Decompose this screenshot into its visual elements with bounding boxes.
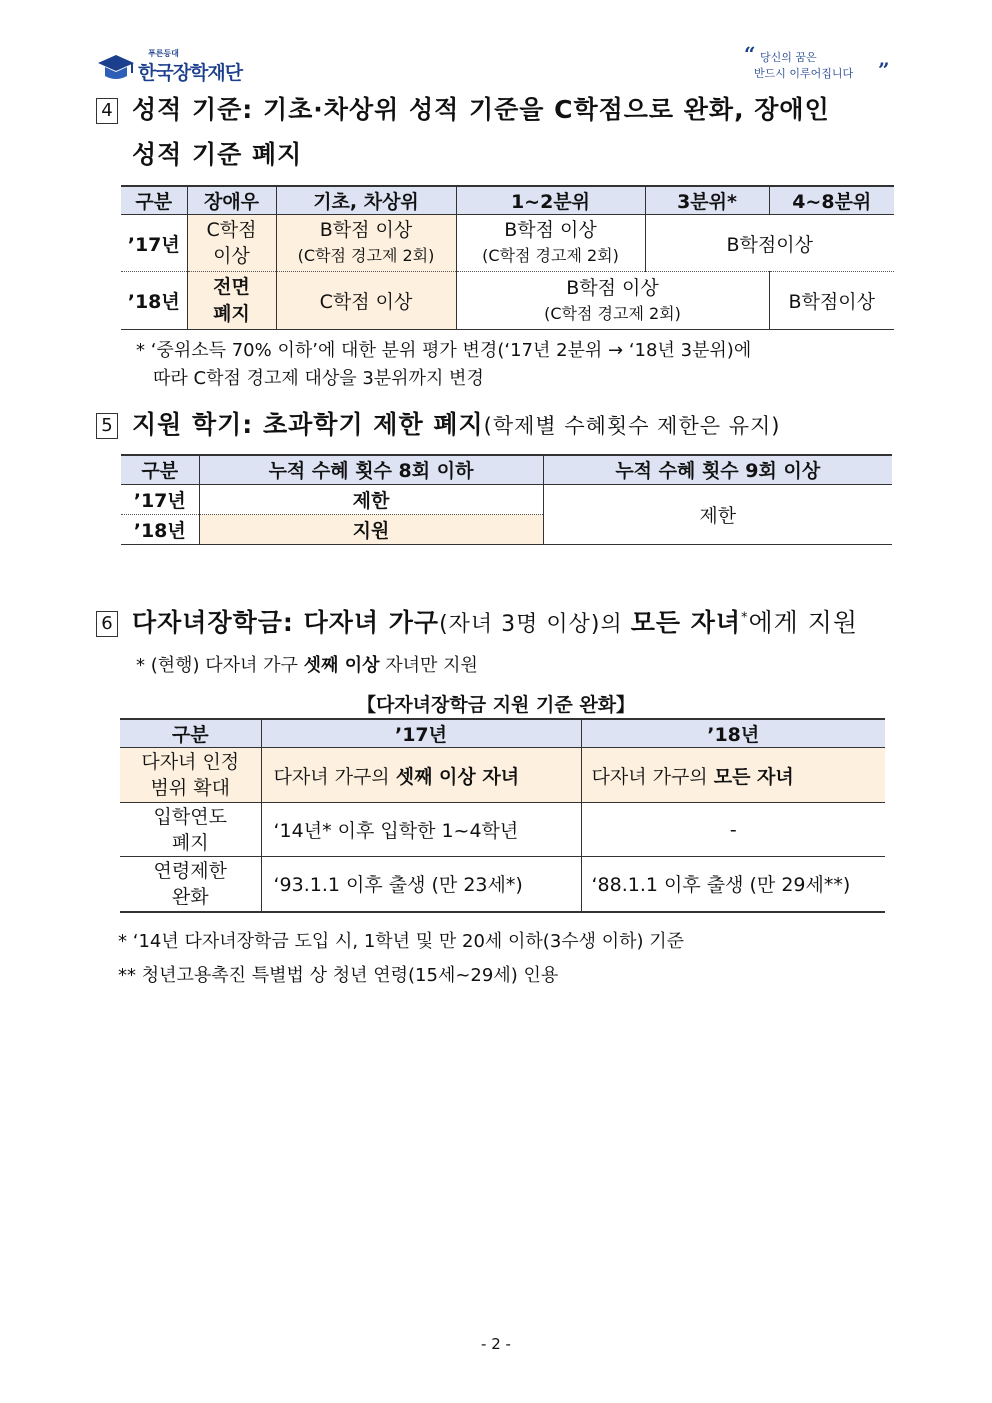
row-label: ’18년 bbox=[121, 272, 187, 330]
section5-title-bold: 지원 학기: 초과학기 제한 폐지 bbox=[132, 410, 484, 439]
close-quote: ” bbox=[878, 58, 890, 82]
section6-footnote2: ** 청년고용촉진 특별법 상 청년 연령(15세~29세) 인용 bbox=[118, 965, 559, 986]
cell-17 bbox=[261, 748, 581, 803]
logo-subtitle: 푸른등대 bbox=[148, 49, 179, 58]
section4-title-part1: 성적 기준: 기초·차상위 성적 기준을 C학점으로 bbox=[132, 95, 684, 124]
cell-text: 전면 bbox=[213, 275, 250, 298]
cell-18 bbox=[581, 748, 885, 803]
header-cell: 구분 bbox=[121, 186, 187, 215]
foundation-logo bbox=[96, 48, 256, 84]
slogan-line1: 당신의 꿈은 bbox=[760, 51, 817, 64]
section-number-box: 4 bbox=[96, 98, 118, 124]
slogan-line2: 반드시 이루어집니다 bbox=[754, 67, 854, 80]
table-header-row bbox=[121, 186, 894, 215]
semester-table bbox=[121, 454, 892, 545]
header-cell: 장애우 bbox=[187, 186, 276, 215]
limit-cell-merged: 제한 bbox=[543, 484, 892, 544]
section4-note-line1: * ‘중위소득 70% 이하’에 대한 분위 평가 변경(‘17년 2분위 → ‘18년 3분위)에 bbox=[136, 340, 752, 361]
cell-text: C학점 bbox=[206, 219, 257, 241]
page-number: - 2 - bbox=[481, 1335, 511, 1353]
section6-title-part3: 모든 자녀 bbox=[630, 608, 742, 637]
cell-text-bold: 모든 자녀 bbox=[713, 765, 794, 788]
section6-heading bbox=[96, 603, 858, 639]
table-row bbox=[120, 748, 885, 803]
header-cell: 기초, 차상위 bbox=[276, 186, 456, 215]
row-label bbox=[120, 857, 261, 912]
tier1-3-cell bbox=[456, 272, 769, 330]
cell-text: 범위 확대 bbox=[150, 777, 230, 799]
tier12-cell bbox=[456, 215, 645, 272]
cell-text-bold: 셋째 이상 자녀 bbox=[395, 765, 520, 788]
table-header-row bbox=[120, 719, 885, 748]
multi-child-table bbox=[120, 718, 885, 913]
cell-17: ‘93.1.1 이후 출생 (만 23세*) bbox=[261, 857, 581, 912]
table-row bbox=[120, 803, 885, 857]
support-cell: 지원 bbox=[199, 514, 543, 544]
cell-text: (C학점 경고제 2회) bbox=[482, 246, 619, 265]
graduation-cap-icon bbox=[96, 52, 136, 82]
header-cell: 구분 bbox=[120, 719, 261, 748]
cell-text: B학점 이상 bbox=[566, 276, 659, 299]
section6-title-part2: (자녀 3명 이상)의 bbox=[439, 612, 631, 637]
disabled-cell bbox=[187, 215, 276, 272]
cell-text: 폐지 bbox=[171, 831, 209, 854]
cell-text: 입학연도 bbox=[153, 805, 227, 828]
section4-title-part2: 완화, 장애인 bbox=[683, 95, 830, 124]
cell-17: ‘14년* 이후 입학한 1~4학년 bbox=[261, 803, 581, 857]
section6-current-note bbox=[136, 651, 478, 677]
cell-text: 다자녀 가구의 bbox=[591, 765, 714, 788]
cell-text: 이상 bbox=[213, 245, 250, 267]
limit-cell: 제한 bbox=[199, 484, 543, 514]
tier3-8-cell: B학점이상 bbox=[645, 215, 894, 272]
table-header-row bbox=[121, 455, 892, 484]
cell-text: B학점 이상 bbox=[504, 219, 597, 241]
header-cell: 구분 bbox=[121, 455, 199, 484]
cell-text: (C학점 경고제 2회) bbox=[544, 303, 681, 323]
header-cell: ’18년 bbox=[581, 719, 885, 748]
cell-text: (C학점 경고제 2회) bbox=[297, 246, 435, 265]
tier4-8-cell: B학점이상 bbox=[769, 272, 894, 330]
table-row bbox=[120, 857, 885, 912]
cell-text: 연령제한 bbox=[153, 859, 227, 882]
basic-cell: C학점 이상 bbox=[276, 272, 456, 330]
cell-text: 다자녀 인정 bbox=[141, 751, 240, 773]
table-caption: 【다자녀장학금 지원 기준 완화】 bbox=[356, 694, 636, 716]
note-text: * (현행) 다자녀 가구 bbox=[136, 655, 304, 676]
disabled-cell bbox=[187, 272, 276, 330]
header-cell: 누적 수혜 횟수 8회 이하 bbox=[199, 455, 543, 484]
grade-criteria-table bbox=[121, 185, 894, 330]
basic-cell bbox=[276, 215, 456, 272]
section6-footnote1: * ‘14년 다자녀장학금 도입 시, 1학년 및 만 20세 이하(3수생 이하) 기준 bbox=[118, 931, 685, 952]
row-label: ’17년 bbox=[121, 215, 187, 272]
row-label: ’17년 bbox=[121, 484, 199, 514]
row-label bbox=[120, 803, 261, 857]
cell-text: 폐지 bbox=[213, 302, 250, 325]
section4-heading-line2: 성적 기준 폐지 bbox=[132, 140, 303, 169]
header-cell: 4~8분위 bbox=[769, 186, 894, 215]
note-text: 자녀만 지원 bbox=[379, 655, 478, 676]
logo-title: 한국장학재단 bbox=[138, 62, 243, 84]
cell-text: 다자녀 가구의 bbox=[273, 765, 396, 788]
section6-title-part1: 다자녀장학금: 다자녀 가구 bbox=[132, 608, 440, 637]
row-label bbox=[120, 748, 261, 803]
section-number-box: 6 bbox=[96, 611, 118, 637]
section4-heading bbox=[96, 90, 830, 126]
section-number-box: 5 bbox=[96, 413, 118, 439]
row-label: ’18년 bbox=[121, 514, 199, 544]
section5-title-normal: (학제별 수혜횟수 제한은 유지) bbox=[483, 414, 781, 438]
cell-18: - bbox=[581, 803, 885, 857]
table-row bbox=[121, 272, 894, 330]
table-row bbox=[121, 215, 894, 272]
header-cell: ’17년 bbox=[261, 719, 581, 748]
header-cell: 1~2분위 bbox=[456, 186, 645, 215]
table-row bbox=[121, 484, 892, 514]
header-cell: 3분위* bbox=[645, 186, 769, 215]
header-cell: 누적 수혜 횟수 9회 이상 bbox=[543, 455, 892, 484]
cell-text: 완화 bbox=[171, 885, 209, 908]
note-text-bold: 셋째 이상 bbox=[303, 655, 380, 676]
section6-title-part4: 에게 지원 bbox=[748, 608, 859, 637]
section4-note-line2: 따라 C학점 경고제 대상을 3분위까지 변경 bbox=[153, 368, 484, 389]
footnote-mark: * bbox=[741, 610, 749, 626]
cell-text: B학점 이상 bbox=[319, 219, 413, 241]
open-quote: “ bbox=[744, 42, 756, 66]
section5-heading bbox=[96, 405, 780, 441]
cell-18: ‘88.1.1 이후 출생 (만 29세**) bbox=[581, 857, 885, 912]
